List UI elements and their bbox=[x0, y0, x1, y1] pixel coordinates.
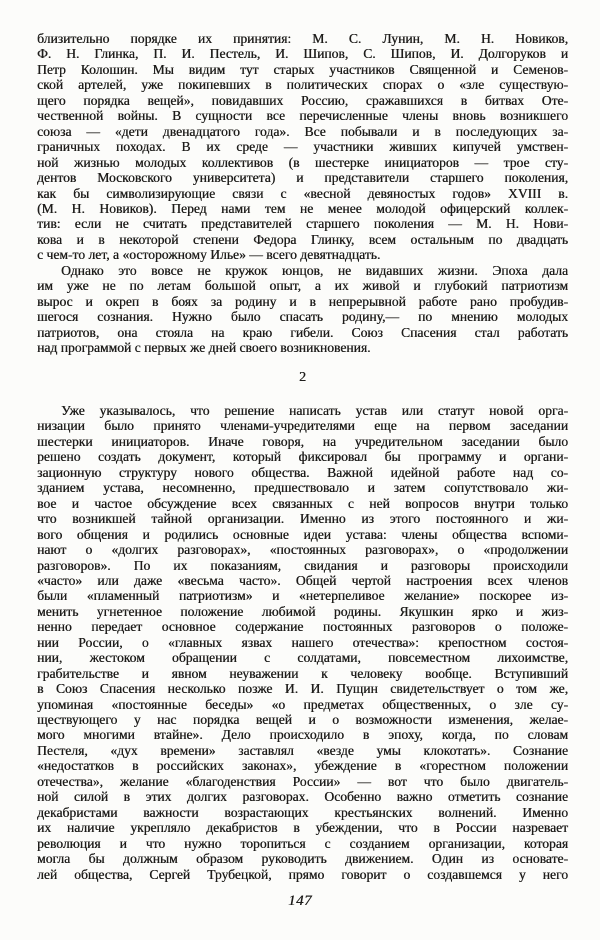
text-line: зданием устава, несомненно, предшествовало и затем сопутствовало жи- bbox=[37, 480, 568, 496]
text-line: могла бы должным образом руководить движением. Один из основате- bbox=[37, 851, 568, 867]
text-line: тив: если не считать представителей старшего поколения — М. Н. Нови- bbox=[37, 216, 568, 232]
text-line: Однако это вовсе не кружок юнцов, не видавших жизни. Эпоха дала bbox=[61, 262, 568, 278]
text-line: вого общения и родились основные идеи устава: члены общества вспоми- bbox=[37, 526, 568, 542]
text-line: кова и в некоторой степени Федора Глинку, всем остальным по двадцать bbox=[37, 231, 568, 247]
text-line: менить угнетенное положение любимой родины. Якушкин ярко и жиз- bbox=[37, 603, 568, 619]
text-line: в Союз Спасения несколько позже И. И. Пущин свидетельствует о том же, bbox=[37, 681, 568, 697]
paragraph bbox=[37, 263, 568, 356]
text-line: Петр Колошин. Мы видим тут старых участников Священной и Семенов- bbox=[37, 61, 568, 77]
page-number: 147 bbox=[288, 893, 312, 909]
text-line: (М. Н. Новиков). Перед нами тем не менее молодой офицерский коллек- bbox=[37, 200, 568, 216]
text-line: ненно передает основное содержание постоянных разговоров о положе- bbox=[37, 619, 568, 635]
text-line: с чем-то лет, а «осторожному Илье» — всего девятнадцать. bbox=[37, 247, 381, 263]
text-line: упоминая «постоянные беседы» «о предметах общественных, о зле су- bbox=[37, 696, 568, 712]
text-line: ной силой в этих долгих разговорах. Особенно важно отметить сознание bbox=[37, 789, 568, 805]
text-line: декабристами важности возрастающих крестьянских волнений. Именно bbox=[37, 804, 568, 820]
paragraph bbox=[37, 31, 568, 263]
text-line: вое и частое обсуждение всех связанных с ней вопросов внутри только bbox=[37, 495, 568, 511]
text-line: как бы символизирующие связи с «весной девяностых годов» XVIII в. bbox=[37, 185, 568, 201]
text-line: ществующего у нас порядка вещей и о возможности изменения, желае- bbox=[37, 712, 568, 728]
text-line: нают о «долгих разговорах», «постоянных разговорах», о «продолжении bbox=[37, 542, 568, 558]
text-line: «часто» или даже «весьма часто». Общей чертой настроения всех членов bbox=[37, 572, 568, 588]
text-line: что возникшей тайной организации. Именно из этого постоянного и жи- bbox=[37, 511, 568, 527]
text-line: над программой с первых же дней своего возникновения. bbox=[37, 340, 371, 356]
text-line: грабительстве и явном неуважении к человеку вообще. Вступивший bbox=[37, 665, 568, 681]
text-line: патриотов, она стояла на краю гибели. Союз Спасения стал работать bbox=[37, 324, 568, 340]
text-line: близительно порядке их принятия: М. С. Лунин, М. Н. Новиков, bbox=[37, 31, 568, 46]
text-line: Ф. Н. Глинка, П. И. Пестель, И. Шипов, С. Шипов, И. Долгоруков и bbox=[37, 46, 568, 62]
text-line: низации было принято членами-учредителями еще на первом заседании bbox=[37, 418, 568, 434]
text-line: ной жизнью молодых коллективов (в шестерке инициаторов — трое сту- bbox=[37, 154, 568, 170]
text-line: граничных походах. В их среде — участники живших кипучей умствен- bbox=[37, 139, 568, 155]
text-line: нии, жестоком обращении с солдатами, повсеместном лихоимстве, bbox=[37, 650, 568, 666]
text-line: союза — «дети двенадцатого года». Все побывали и в последующих за- bbox=[37, 123, 568, 139]
text-line: зационную структуру нового общества. Важной идейной работе над со- bbox=[37, 464, 568, 480]
text-line: разговоров». По их показаниям, свидания и разговоры происходили bbox=[37, 557, 568, 573]
text-line: лей общества, Сергей Трубецкой, прямо говорит о создавшемся у него bbox=[37, 866, 568, 882]
text-line: были «пламенный патриотизм» и «нетерпеливое желание» поскорее из- bbox=[37, 588, 568, 604]
text-line: Уже указывалось, что решение написать устав или статут новой орга- bbox=[61, 402, 568, 418]
text-line: их наличие укрепляло декабристов в убеждении, что в России назревает bbox=[37, 820, 568, 836]
text-line: нии России, о «главных язвах нашего отечества»: крепостном состоя- bbox=[37, 634, 568, 650]
text-line: вырос и окреп в боях за родину и в непрерывной работе рано пробудив- bbox=[37, 293, 568, 309]
section-heading: 2 bbox=[299, 369, 306, 385]
text-column bbox=[37, 31, 568, 882]
text-line: им уже не по летам большой опыт, а их живой и глубокий патриотизм bbox=[37, 278, 568, 294]
text-line: шестерки инициаторов. Иначе говоря, на учредительном заседании было bbox=[37, 433, 568, 449]
text-line: Пестеля, «дух времени» заставлял «везде умы клокотать». Сознание bbox=[37, 742, 568, 758]
text-line: решено создать документ, который фиксировал бы программу и органи- bbox=[37, 449, 568, 465]
text-line: революция и что нужно торопиться с созданием организации, которая bbox=[37, 835, 568, 851]
text-line: ской артелей, уже покипевших в политических спорах о «зле существую- bbox=[37, 77, 568, 93]
text-line: чественной войны. В сущности все перечисленные члены вновь возникшего bbox=[37, 108, 568, 124]
text-line: щего порядка вещей», повидавших Россию, сражавшихся в битвах Оте- bbox=[37, 92, 568, 108]
text-line: мого многими втайне». Дело происходило в эпоху, когда, по словам bbox=[37, 727, 568, 743]
text-line: отечества», желание «благоденствия России» — вот что было двигатель- bbox=[37, 773, 568, 789]
text-line: «недостатков в российских законах», убеждение в «горестном положении bbox=[37, 758, 568, 774]
text-line: дентов Московского университета) и представители старшего поколения, bbox=[37, 170, 568, 186]
paragraph bbox=[37, 403, 568, 882]
text-line: шегося сознания. Нужно было спасать родину,— по мнению молодых bbox=[37, 309, 568, 325]
